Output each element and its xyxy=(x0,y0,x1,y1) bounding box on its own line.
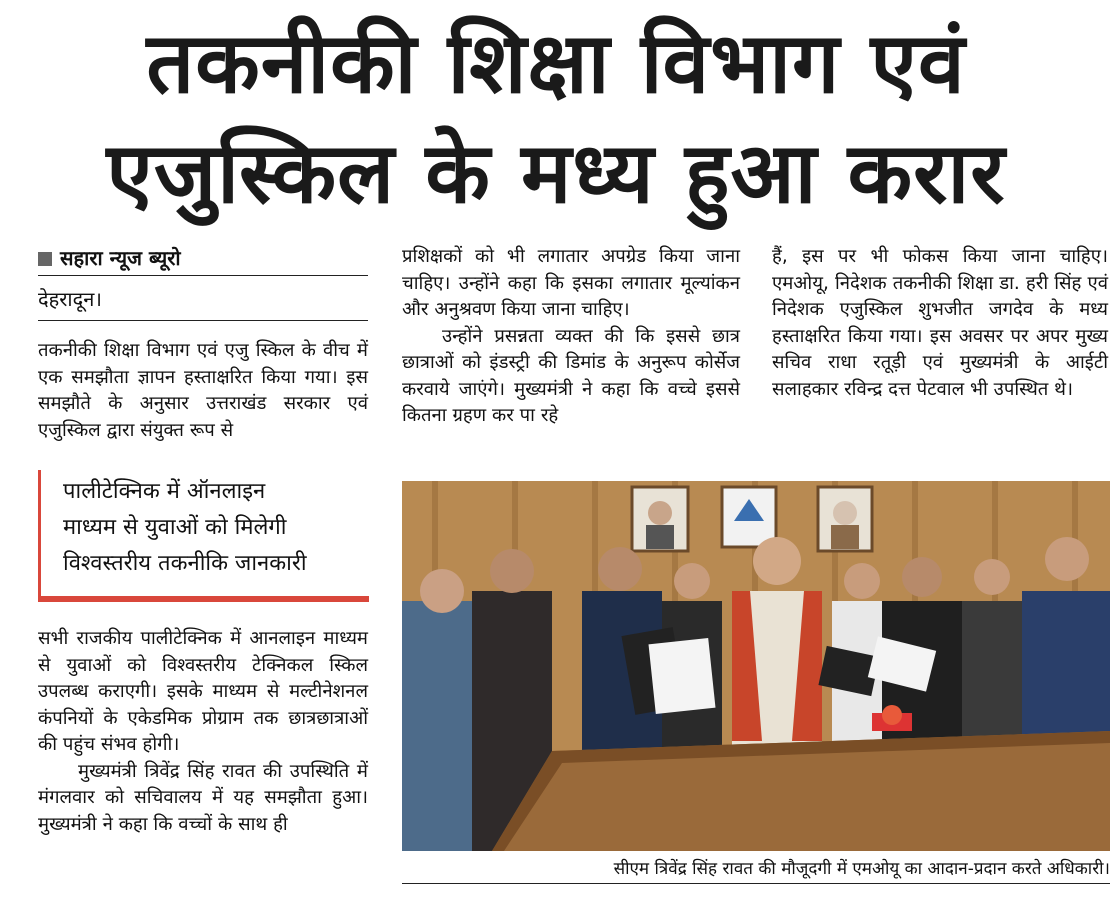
news-photo xyxy=(402,481,1110,851)
byline-text: सहारा न्यूज ब्यूरो xyxy=(60,246,181,270)
paragraph: सभी राजकीय पालीटेक्निक में आनलाइन माध्यम से युवाओं को विश्वस्तरीय टेक्निकल स्किल उपलब्ध कराएगी। इसके माध्यम से मल्टीनेशनल कंपनियों के एकेडमिक प्रोग्राम तक छात्रछात्राओं की पहुंच संभव होगी। xyxy=(38,628,368,755)
headline-line-1: तकनीकी शिक्षा विभाग एवं xyxy=(146,14,966,112)
photo-illustration xyxy=(402,481,1110,851)
article-column-1-continued xyxy=(38,626,368,838)
byline xyxy=(38,244,368,276)
article-column-3 xyxy=(772,244,1108,403)
square-bullet-icon xyxy=(38,252,52,266)
pull-quote-line: विश्वस्तरीय तकनीकि जानकारी xyxy=(63,551,307,576)
paragraph: हैं, इस पर भी फोकस किया जाना चाहिए। एमओयू, निदेशक तकनीकी शिक्षा डा. हरी सिंह एवं निदेशक एजुस्किल शुभजीत जगदेव के मध्य हस्ताक्षरित किया गया। इस अवसर पर अपर मुख्य सचिव राधा रतूड़ी एवं मुख्यमंत्री के आईटी सलाहकार रविन्द्र दत्त पेटवाल भी उपस्थित थे। xyxy=(772,246,1108,400)
dateline: देहरादून। xyxy=(38,285,368,321)
pull-quote-line: माध्यम से युवाओं को मिलेगी xyxy=(63,515,287,540)
pull-quote-line: पालीटेक्निक में ऑनलाइन xyxy=(63,479,266,504)
photo-caption: सीएम त्रिवेंद्र सिंह रावत की मौजूदगी में एमओयू का आदान-प्रदान करते अधिकारी। xyxy=(402,856,1110,884)
paragraph: उन्होंने प्रसन्नता व्यक्त की कि इससे छात्र छात्राओं को इंडस्ट्री की डिमांड के अनुरूप कोर्सेज करवाये जाएंगे। मुख्यमंत्री ने कहा कि वच्चे इससे कितना ग्रहण कर पा रहे xyxy=(402,325,740,426)
paragraph: प्रशिक्षकों को भी लगातार अपग्रेड किया जाना चाहिए। उन्होंने कहा कि इसका लगातार मूल्यांकन और अनुश्रवण किया जाना चाहिए। xyxy=(402,246,740,320)
headline-line-2: एजुस्किल के मध्य हुआ करार xyxy=(106,124,1006,222)
paragraph: तकनीकी शिक्षा विभाग एवं एजु स्किल के वीच में एक समझौता ज्ञापन हस्ताक्षरित किया गया। इस समझौते के अनुसार उत्तराखंड सरकार एवं एजुस्किल द्वारा संयुक्त रूप से xyxy=(38,340,368,441)
article-column-2 xyxy=(402,244,740,430)
pull-quote xyxy=(38,470,369,602)
article-column-1 xyxy=(38,338,368,444)
paragraph: मुख्यमंत्री त्रिवेंद्र सिंह रावत की उपस्थिति में मंगलवार को सचिवालय में यह समझौता हुआ। मुख्यमंत्री ने कहा कि वच्चों के साथ ही xyxy=(38,760,368,835)
